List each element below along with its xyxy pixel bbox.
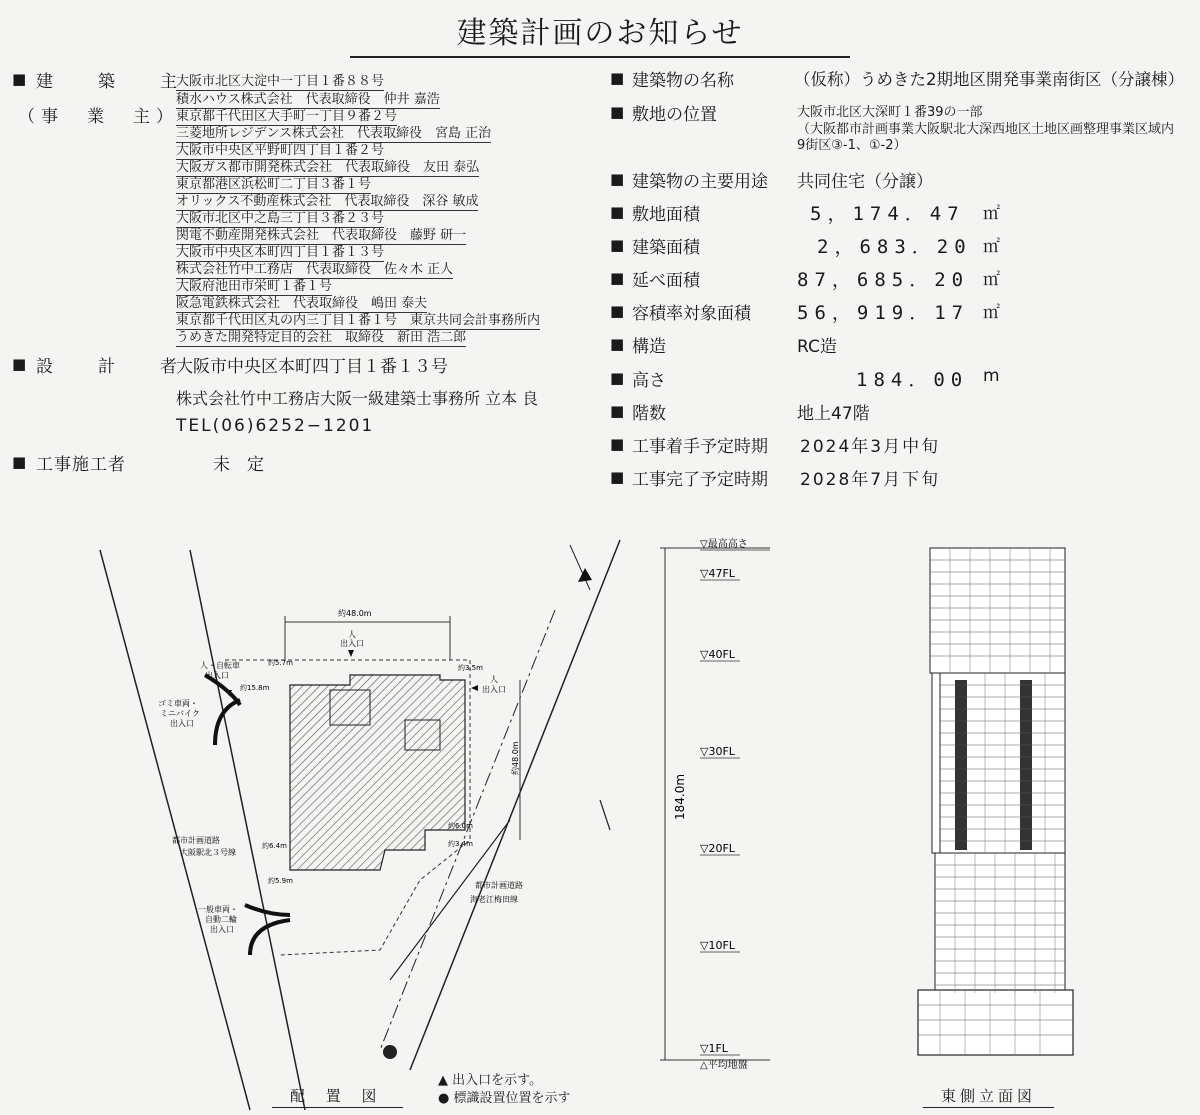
entrance-car-label: 自動二輪 (205, 915, 237, 924)
designer-address: 大阪市中央区本町四丁目１番１３号 (176, 357, 448, 377)
owner-line: 積水ハウス株式会社 代表取締役 仲井 嘉浩 (176, 88, 440, 109)
info-value: 5，174．47 (810, 203, 965, 225)
owner-line: 株式会社竹中工務店 代表取締役 佐々木 正人 (176, 258, 453, 279)
legend-sign-text: 標識設置位置を示す (453, 1091, 571, 1106)
bullet-icon: ■ (610, 435, 625, 453)
info-label: 容積率対象面積 (632, 304, 751, 324)
road-west-label: 都市計画道路 (172, 836, 220, 845)
entrance-pedestrian-label: 人・自転車 (200, 661, 240, 670)
owner-line: 阪急電鉄株式会社 代表取締役 嶋田 泰夫 (176, 292, 427, 313)
info-value: 地上47階 (797, 404, 870, 424)
bullet-icon: ■ (610, 335, 625, 353)
entrance-top-label: 出入口 (340, 639, 364, 648)
legend-entrance-text: 出入口を示す。 (452, 1073, 543, 1088)
owner-line: 東京都港区浜松町二丁目３番１号 (176, 173, 371, 194)
owner-line: 大阪府池田市栄町１番１号 (176, 275, 332, 296)
dot-icon: ● (438, 1091, 450, 1106)
info-label: 敷地面積 (632, 205, 700, 225)
info-label: 高さ (632, 371, 666, 391)
owner-line: 大阪ガス都市開発株式会社 代表取締役 友田 泰弘 (176, 156, 479, 177)
small-dimension: 約5.9m (268, 877, 293, 885)
info-unit: ㎡ (983, 303, 1000, 323)
info-label: 建築面積 (632, 238, 700, 258)
small-dimension: 約6.0m (448, 822, 473, 830)
road-west-label: 大阪駅北３号線 (180, 848, 236, 857)
bullet-icon: ■ (610, 302, 625, 320)
level-label-40fl: ▽40FL (700, 648, 735, 661)
bullet-icon: ■ (12, 453, 27, 471)
entrance-top-label: 人 (348, 630, 356, 639)
entrance-marker-icon (348, 650, 354, 657)
height-label: 184.0m (673, 773, 687, 820)
north-arrow-icon (570, 545, 592, 590)
contractor-value: 未 定 (213, 455, 264, 475)
bullet-icon: ■ (610, 69, 625, 87)
entrance-garbage-label: ミニバイク (160, 709, 200, 718)
road-south-label: 海老江梅田線 (470, 895, 518, 904)
owner-label: 建 築 主 (36, 72, 191, 92)
info-label: 敷地の位置 (632, 105, 717, 125)
site-plan-caption: 配 置 図 (272, 1085, 403, 1108)
owner-line: 大阪市北区大淀中一丁目１番８８号 (176, 70, 384, 91)
small-dimension: 約3.4m (448, 840, 473, 848)
small-dimension: 約5.7m (268, 659, 293, 667)
info-unit: ㎡ (983, 237, 1000, 257)
info-value: （仮称）うめきた2期地区開発事業南街区（分譲棟） (794, 70, 1184, 89)
owner-line: 東京都千代田区丸の内三丁目１番１号 東京共同会計事務所内 (176, 309, 540, 330)
info-value-line3: 9街区③-1、①-2） (797, 138, 907, 153)
level-label-10fl: ▽10FL (700, 939, 735, 952)
info-value: 共同住宅（分譲） (797, 172, 933, 192)
level-label-20fl: ▽20FL (700, 842, 735, 855)
owner-label-sub: （事 業 主） (18, 107, 179, 127)
page-title: 建築計画のお知らせ (350, 8, 850, 58)
road-south-label: 都市計画道路 (475, 881, 523, 890)
bullet-icon: ■ (12, 355, 27, 373)
info-value: 大阪市北区大深町１番39の一部 (797, 105, 983, 120)
entrance-pedestrian-label: 出入口 (205, 671, 229, 680)
entrance-car-label: 一般車両・ (198, 905, 238, 914)
small-dimension: 約15.8m (240, 684, 270, 692)
sign-location-icon (383, 1045, 397, 1059)
dimension-depth-label: 約48.0m (511, 741, 520, 775)
road-edge-line (190, 550, 305, 1110)
contractor-label: 工事施工者 (36, 455, 126, 475)
designer-tel: TEL(06)6252−1201 (176, 416, 375, 436)
info-unit: m (983, 366, 1000, 386)
bullet-icon: ■ (610, 170, 625, 188)
entrance-car-label: 出入口 (210, 925, 234, 934)
entrance-right-label: 出入口 (482, 685, 506, 694)
small-dimension: 約3.5m (458, 664, 483, 672)
bullet-icon: ■ (610, 236, 625, 254)
info-value: 2028年7月下旬 (800, 470, 941, 490)
road-edge-line (600, 800, 610, 830)
elevation-caption: 東側立面図 (923, 1085, 1054, 1108)
designer-office: 株式会社竹中工務店大阪一級建築士事務所 立本 良 (176, 389, 539, 408)
triangle-icon: ▲ (438, 1073, 448, 1088)
owner-line: 三菱地所レジデンス株式会社 代表取締役 宮島 正治 (176, 122, 491, 143)
building-footprint (290, 675, 465, 870)
site-plan-drawing (0, 530, 660, 1115)
owner-line: うめきた開発特定目的会社 取締役 新田 浩二郎 (176, 326, 466, 347)
owner-line: 大阪市北区中之島三丁目３番２３号 (176, 207, 384, 228)
entrance-garbage-label: 出入口 (170, 719, 194, 728)
level-label-1fl: ▽1FL (700, 1042, 728, 1055)
level-label-47fl: ▽47FL (700, 567, 735, 580)
owner-line: 大阪市中央区本町四丁目１番１３号 (176, 241, 384, 262)
info-value: 87，685．20 (797, 269, 970, 291)
info-value: 2024年3月中旬 (800, 437, 941, 457)
info-value-line2: （大阪都市計画事業大阪駅北大深西地区土地区画整理事業区域内 (797, 122, 1175, 137)
bullet-icon: ■ (12, 70, 27, 88)
bullet-icon: ■ (610, 269, 625, 287)
info-value: 2，683．20 (817, 236, 972, 258)
info-value: 56，919．17 (797, 302, 970, 324)
info-value: 184．00 (856, 369, 969, 391)
info-label: 構造 (632, 337, 666, 357)
bullet-icon: ■ (610, 369, 625, 387)
bullet-icon: ■ (610, 103, 625, 121)
info-label: 工事完了予定時期 (632, 470, 768, 490)
legend-entrance (438, 1069, 542, 1088)
dimension-width-label: 約48.0m (338, 609, 372, 618)
legend-sign (438, 1087, 571, 1106)
info-label: 工事着手予定時期 (632, 437, 768, 457)
owner-line: オリックス不動産株式会社 代表取締役 深谷 敏成 (176, 190, 478, 211)
bullet-icon: ■ (610, 203, 625, 221)
level-label-30fl: ▽30FL (700, 745, 735, 758)
info-label: 建築物の名称 (632, 71, 734, 91)
entrance-right-label: 人 (490, 675, 498, 684)
info-label: 建築物の主要用途 (632, 172, 768, 192)
designer-label: 設 計 者 (36, 357, 191, 377)
info-label: 階数 (632, 404, 666, 424)
info-unit: ㎡ (983, 270, 1000, 290)
info-unit: ㎡ (983, 204, 1000, 224)
owner-line: 大阪市中央区平野町四丁目１番２号 (176, 139, 384, 160)
entrance-marker-icon (471, 685, 478, 691)
tower-elevation (918, 548, 1073, 1055)
info-value: RC造 (797, 337, 837, 357)
small-dimension: 約6.4m (262, 842, 287, 850)
bullet-icon: ■ (610, 468, 625, 486)
elevation-drawing (650, 530, 1200, 1115)
road-edge-line (100, 550, 250, 1110)
entrance-garbage-label: ゴミ車両・ (158, 699, 198, 708)
owner-line: 関電不動産開発株式会社 代表取締役 藤野 研一 (176, 224, 466, 245)
level-label-top: ▽最高高さ (700, 539, 748, 550)
owner-line: 東京都千代田区大手町一丁目９番２号 (176, 105, 397, 126)
level-label-ground: △平均地盤 (700, 1060, 748, 1071)
bullet-icon: ■ (610, 402, 625, 420)
info-label: 延べ面積 (632, 271, 700, 291)
